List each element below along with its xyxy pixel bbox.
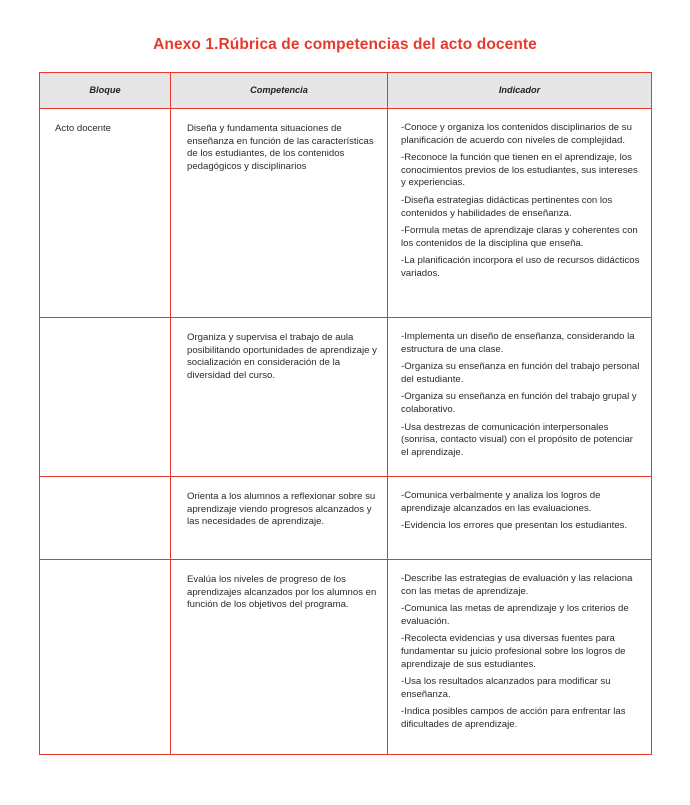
table-row	[40, 560, 652, 755]
header-bloque: Bloque	[40, 73, 171, 109]
indicador-item: -Organiza su enseñanza en función del trabajo personal del estudiante.	[401, 361, 640, 385]
indicador-cell	[388, 477, 652, 560]
header-indicador: Indicador	[388, 73, 652, 109]
bloque-text	[40, 477, 170, 491]
indicador-item: -Implementa un diseño de enseñanza, considerando la estructura de una clase.	[401, 331, 635, 355]
bloque-text	[40, 318, 170, 332]
indicador-cell	[388, 560, 652, 755]
bloque-cell	[40, 318, 171, 477]
indicador-list	[388, 318, 651, 459]
indicador-cell	[388, 318, 652, 477]
table-row	[40, 109, 652, 318]
bloque-cell	[40, 109, 171, 318]
indicador-item: -Diseña estrategias didácticas pertinentes con los contenidos y habilidades de enseñanza.	[401, 194, 613, 219]
competencia-cell	[171, 560, 388, 755]
header-competencia: Competencia	[171, 73, 388, 109]
bloque-text: Acto docente	[55, 123, 112, 134]
bloque-text	[40, 560, 170, 574]
indicador-item: -Reconoce la función que tienen en el aprendizaje, los conocimientos previos de los estudiantes, sus intereses y experiencias.	[401, 152, 638, 189]
indicador-cell	[388, 109, 652, 318]
indicador-item: -Formula metas de aprendizaje claras y coherentes con los contenidos de la disciplina que enseña.	[401, 225, 638, 249]
competencia-cell	[171, 477, 388, 560]
indicador-item: -Conoce y organiza los contenidos disciplinarios de su planificación de acuerdo con niveles de complejidad.	[401, 122, 632, 146]
indicador-item: -Comunica las metas de aprendizaje y los criterios de evaluación.	[401, 603, 629, 627]
indicador-item: -La planificación incorpora el uso de recursos didácticos variados.	[401, 255, 640, 279]
indicador-item: -Recolecta evidencias y usa diversas fuentes para fundamentar su juicio profesional sobre los logros de aprendizaje de sus estudiantes.	[401, 633, 626, 670]
table-row	[40, 477, 652, 560]
competencia-cell	[171, 318, 388, 477]
indicador-list	[388, 109, 651, 281]
bloque-cell	[40, 477, 171, 560]
indicador-item: -Comunica verbalmente y analiza los logros de aprendizaje alcanzados en las evaluaciones.	[401, 490, 601, 514]
competencia-text: Diseña y fundamenta situaciones de enseñanza en función de las características de los estudiantes, de los contenidos pedagógicos y disciplinarios	[187, 123, 374, 172]
competencia-cell	[171, 109, 388, 318]
indicador-list	[388, 560, 651, 732]
competencia-text: Evalúa los niveles de progreso de los aprendizajes alcanzados por los alumnos en función de los objetivos del programa.	[187, 574, 377, 611]
indicador-item: -Usa los resultados alcanzados para modificar su enseñanza.	[401, 676, 611, 700]
bloque-cell	[40, 560, 171, 755]
page-title: Anexo 1.Rúbrica de competencias del acto docente	[153, 36, 537, 53]
indicador-item: -Indica posibles campos de acción para enfrentar las dificultades de aprendizaje.	[401, 706, 626, 730]
table-header-row	[40, 73, 652, 109]
indicador-item: -Describe las estrategias de evaluación y las relaciona con las metas de aprendizaje.	[401, 573, 633, 597]
indicador-item: -Usa destrezas de comunicación interpersonales (sonrisa, contacto visual) con el propósito de potenciar el aprendizaje.	[401, 421, 633, 458]
table-row	[40, 318, 652, 477]
rubric-table	[39, 72, 652, 755]
indicador-item: -Evidencia los errores que presentan los estudiantes.	[401, 520, 628, 532]
indicador-item: -Organiza su enseñanza en función del trabajo grupal y colaborativo.	[401, 391, 637, 415]
indicador-list	[388, 477, 651, 533]
competencia-text: Organiza y supervisa el trabajo de aula posibilitando oportunidades de aprendizaje y socialización en consideración de la diversidad del curso.	[187, 332, 377, 381]
competencia-text: Orienta a los alumnos a reflexionar sobre su aprendizaje viendo progresos alcanzados y las necesidades de aprendizaje.	[187, 491, 376, 528]
